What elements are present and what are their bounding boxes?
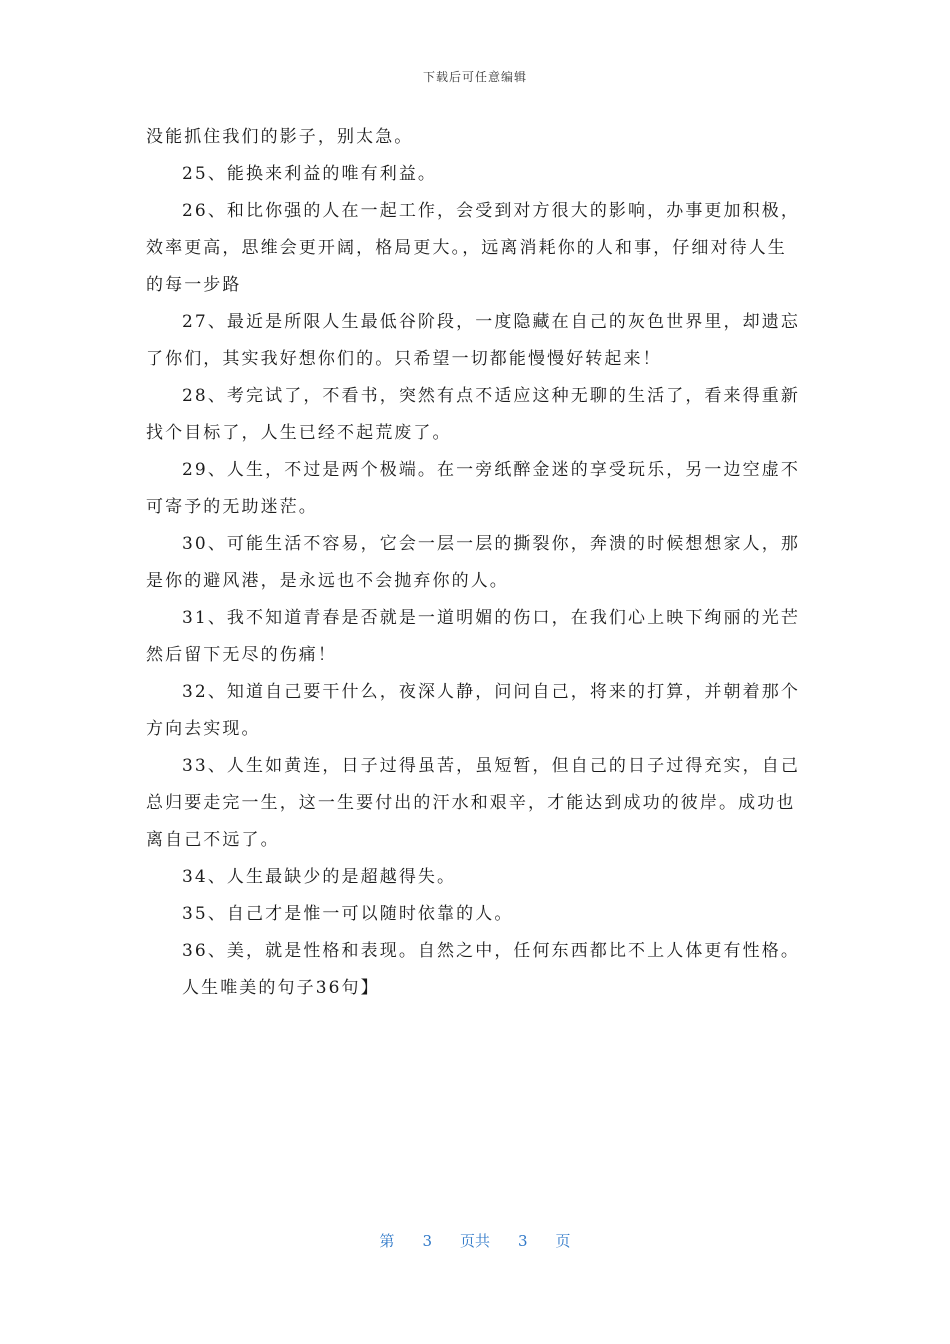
text-line: 的每一步路 (146, 275, 242, 295)
text-line: 可寄予的无助迷茫。 (146, 497, 318, 517)
text-line: 离自己不远了。 (146, 830, 280, 850)
text-line: 26、和比你强的人在一起工作，会受到对方很大的影响，办事更加积极， (182, 201, 800, 221)
text-line: 36、美，就是性格和表现。自然之中，任何东西都比不上人体更有性格。 (182, 941, 800, 961)
page-label-suffix: 页 (555, 1232, 571, 1250)
text-line: 34、人生最缺少的是超越得失。 (182, 867, 457, 887)
text-line: 35、自己才是惟一可以随时依靠的人。 (182, 904, 514, 924)
page-label-mid: 页共 (459, 1232, 490, 1250)
text-line: 然后留下无尽的伤痛！ (146, 645, 337, 665)
text-line: 30、可能生活不容易，它会一层一层的撕裂你，奔溃的时候想想家人，那 (182, 534, 800, 554)
text-line: 28、考完试了，不看书，突然有点不适应这种无聊的生活了，看来得重新 (182, 386, 800, 406)
text-line: 方向去实现。 (146, 719, 261, 739)
page-label-prefix: 第 (379, 1232, 395, 1250)
page-footer (0, 1230, 950, 1251)
text-line: 总归要走完一生，这一生要付出的汗水和艰辛，才能达到成功的彼岸。成功也 (146, 793, 796, 813)
text-line: 33、人生如黄连，日子过得虽苦，虽短暂，但自己的日子过得充实，自己 (182, 756, 800, 776)
text-line: 25、能换来利益的唯有利益。 (182, 164, 438, 184)
text-line: 找个目标了，人生已经不起荒废了。 (146, 423, 452, 443)
text-line: 32、知道自己要干什么，夜深人静，问问自己，将来的打算，并朝着那个 (182, 682, 800, 702)
text-line: 没能抓住我们的影子，别太急。 (146, 127, 414, 147)
text-line: 人生唯美的句子36句】 (182, 978, 380, 998)
text-line: 效率更高，思维会更开阔，格局更大。，远离消耗你的人和事，仔细对待人生 (146, 238, 787, 258)
document-body (146, 119, 798, 1007)
text-line: 27、最近是所限人生最低谷阶段，一度隐藏在自己的灰色世界里，却遗忘 (182, 312, 800, 332)
total-pages: 3 (518, 1232, 528, 1250)
text-line: 是你的避风港，是永远也不会抛弃你的人。 (146, 571, 509, 591)
text-line: 29、人生，不过是两个极端。在一旁纸醉金迷的享受玩乐，另一边空虚不 (182, 460, 800, 480)
text-line: 了你们，其实我好想你们的。只希望一切都能慢慢好转起来！ (146, 349, 662, 369)
text-line: 31、我不知道青春是否就是一道明媚的伤口，在我们心上映下绚丽的光芒 (182, 608, 800, 628)
page-number: 3 (422, 1232, 432, 1250)
page-header: 下载后可任意编辑 (422, 70, 527, 84)
